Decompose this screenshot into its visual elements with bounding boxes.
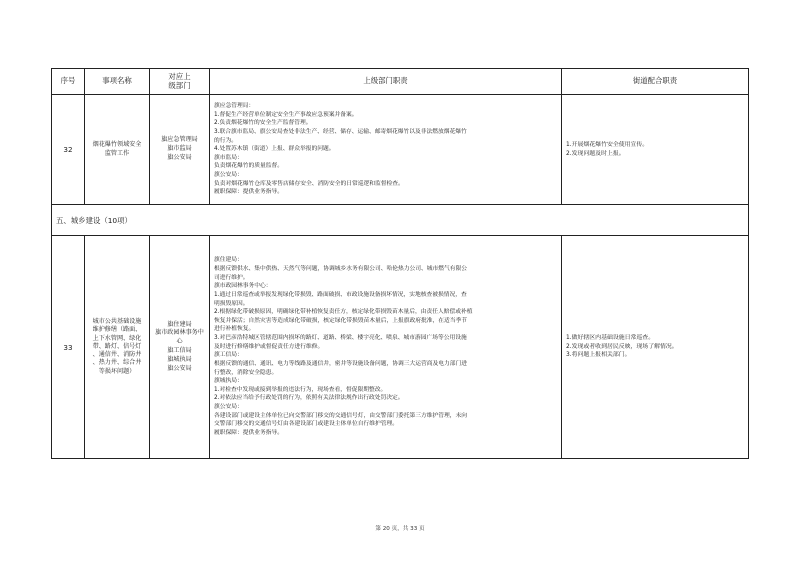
duty-line: 旗市政园林事务中心：	[214, 283, 272, 290]
header-dept-line: 级部门	[168, 80, 191, 90]
item-name-line: 、通信井、消防井	[92, 351, 142, 359]
duty-line: 及时进行修缮维护或督促责任方进行维修。	[214, 343, 324, 350]
section-row	[52, 205, 749, 236]
item-name-line: 带、路灯、信号灯	[92, 342, 142, 350]
duty-line: 旗市监局：	[214, 154, 243, 161]
header-superior-duty: 上级部门职责	[210, 69, 562, 95]
item-name-line: 上下水管网、绿化	[92, 334, 142, 342]
duty-line: 1.对检查中发现或接到举报的违法行为，现场查看，督促限期整改。	[214, 386, 387, 393]
duty-line: 履职保障：提供业务指导。	[214, 189, 283, 196]
duty-line: 进行补植恢复。	[214, 326, 255, 333]
duty-line: 明损毁原因。	[214, 300, 249, 307]
row-street-duty	[562, 95, 749, 205]
header-dept	[150, 69, 210, 95]
duty-line: 根据反馈的通信、通讯、电力等线路及通信井，密井等设施设备问题，协调三大运营商及电力部门进	[214, 360, 467, 367]
duty-line: 的行为。	[214, 137, 237, 144]
duty-line: 3.对巴彦浩特城区管辖范围内损坏的路灯、道路、桥梁、楼宇亮化、喷泉、城市游园广场等公用设施	[214, 335, 467, 342]
duty-line: 2.根据绿化带破损原因，明确绿化带补植恢复责任方，核定绿化带损毁苗木量后，由责任人赔偿或补植	[214, 309, 473, 316]
row-seq: 32	[52, 95, 85, 205]
duty-line: 旗工信局：	[214, 352, 243, 359]
row-street-duty	[562, 236, 749, 459]
dept-line: 旗公安局	[167, 153, 192, 161]
duty-line: 1.通过日常巡查或举报发现绿化带损毁、路面破损、市政设施设备损坏情况，实地核查被损情况，查	[214, 291, 467, 298]
dept-line: 旗住建局	[167, 320, 192, 328]
item-name-line: 维护修缮（路面、	[92, 326, 142, 334]
duty-line: 2.负责烟花爆竹的安全生产监督管理。	[214, 120, 312, 127]
duty-table	[51, 68, 749, 459]
duty-line: 旗住建局：	[214, 257, 243, 264]
duty-line: 旗应急管理局：	[214, 103, 255, 110]
row-superior-duty	[210, 95, 562, 205]
table-header-row	[52, 69, 749, 95]
street-duty-line: 3.将问题上报相关部门。	[566, 352, 631, 359]
duty-line: 旗城执局：	[214, 378, 243, 385]
section-heading: 五、城乡建设（10项）	[52, 205, 749, 236]
duty-line: 1.督促生产经营单位制定安全生产事故应急预案并备案。	[214, 111, 358, 118]
duty-line: 负责烟花爆竹的质量监督。	[214, 163, 283, 170]
item-name-line: 烟花爆竹领域安全	[92, 141, 142, 149]
row-dept	[150, 236, 210, 459]
dept-line: 旗公安局	[167, 364, 192, 372]
dept-line: 旗市监局	[167, 145, 192, 153]
row-dept	[150, 95, 210, 205]
duty-line: 2.对依法应当给予行政处罚的行为，依照有关法律法规作出行政处罚决定。	[214, 395, 404, 402]
street-duty-line: 2.发现或者收到居民反映，现场了解情况。	[566, 343, 678, 350]
duty-line: 履职保障：提供业务指导。	[214, 429, 283, 436]
street-duty-line: 1.开展烟花爆竹安全使用宣传。	[566, 141, 649, 148]
duty-line: 旗公安局：	[214, 404, 243, 411]
item-name-line: 监管工作	[104, 149, 130, 157]
dept-line: 心	[176, 338, 183, 346]
duty-line: 交警部门移交的交通信号灯由各建设部门或建设主体单位自行维护管理。	[214, 421, 398, 428]
item-name-line: 城市公共基础设施	[92, 318, 142, 326]
dept-line: 旗应急管理局	[161, 136, 198, 144]
row-item-name	[85, 236, 150, 459]
table-row	[52, 95, 749, 205]
item-name-line: 等损坏问题）	[98, 367, 136, 375]
duty-line: 司进行维护。	[214, 274, 249, 281]
item-name-line: 、热力井、综合井	[92, 359, 142, 367]
dept-line: 旗城执局	[167, 355, 192, 363]
header-seq: 序号	[52, 69, 85, 95]
row-superior-duty	[210, 236, 562, 459]
duty-line: 旗公安局：	[214, 172, 243, 179]
header-dept-line: 对应上	[168, 71, 191, 81]
row-item-name	[85, 95, 150, 205]
duty-line: 行整改，消除安全隐患。	[214, 369, 278, 376]
duty-line: 各建设部门或建设主体单位已向交警部门移交的交通信号灯，由交警部门委托第三方维护管理，未向	[214, 412, 467, 419]
street-duty-line: 1.做好辖区内基础设施日常巡查。	[566, 334, 655, 341]
duty-line: 根据反馈供水、集中供热、天然气等问题，协调城乡水务有限公司、哈伦热力公司、城市燃气有限公	[214, 266, 467, 273]
dept-line: 旗市政园林事务中	[155, 329, 204, 337]
dept-line: 旗工信局	[167, 347, 192, 354]
table-row	[52, 236, 749, 459]
row-seq: 33	[52, 236, 85, 459]
duty-line: 4.处置苏木镇（街道）上报、群众举报的问题。	[214, 146, 335, 153]
page-footer: 第 20 页，共 33 页	[375, 526, 425, 532]
duty-line: 负责对烟花爆竹仓库及零售店储存安全、消防安全的日常巡逻和监督检查。	[214, 180, 404, 187]
duty-line: 恢复并保活；自然灾害等造成绿化带破损，核定绿化带损毁苗木量后，上报旗政府批准，在适当季节	[214, 317, 467, 324]
header-street-duty: 街道配合职责	[562, 69, 749, 95]
duty-line: 3.联合旗市监局、旗公安局查处非法生产、经营、储存、运输、邮寄烟花爆竹以及非法燃放烟花爆竹	[214, 128, 467, 135]
header-name: 事项名称	[85, 69, 150, 95]
street-duty-line: 2.发现问题及时上报。	[566, 150, 625, 157]
